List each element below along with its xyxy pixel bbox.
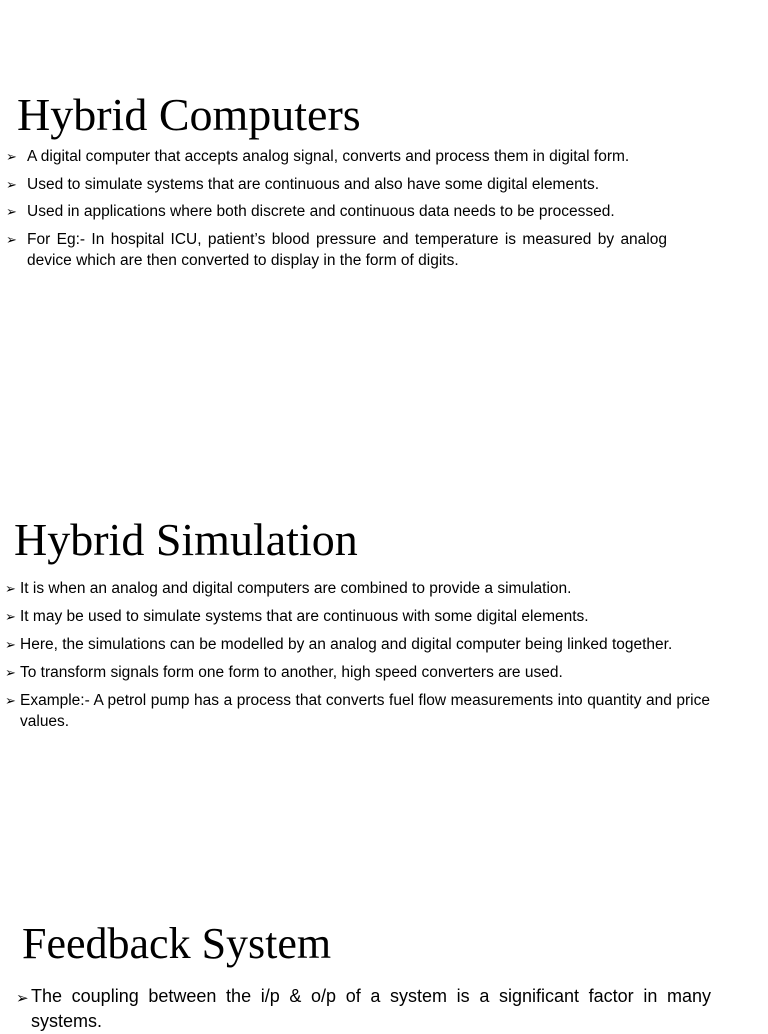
bullet-text: To transform signals form one form to another, high speed converters are used. (20, 664, 563, 681)
bullet-text: For Eg:- In hospital ICU, patient’s blood pressure and temperature is measured by analog device which are then converted to display in the form of digits. (27, 230, 667, 269)
bullet-list (5, 578, 710, 739)
arrow-bullet-icon: ➢ (5, 582, 16, 597)
slide-feedback-system (0, 919, 711, 1031)
bullet-text: Here, the simulations can be modelled by an analog and digital computer being linked together. (20, 636, 673, 653)
arrow-bullet-icon: ➢ (5, 666, 16, 681)
slide-title: Hybrid Computers (17, 89, 361, 140)
arrow-bullet-icon: ➢ (5, 610, 16, 625)
bullet-item (6, 174, 667, 196)
bullet-text: Used to simulate systems that are continuous and also have some digital elements. (27, 175, 600, 193)
bullet-text: Example:- A petrol pump has a process that converts fuel flow measurements into quantity and price values. (20, 692, 710, 730)
bullet-text: It may be used to simulate systems that are continuous with some digital elements. (20, 608, 589, 625)
arrow-bullet-icon: ➢ (5, 638, 16, 653)
bullet-item (16, 984, 711, 1034)
bullet-item (5, 634, 710, 655)
bullet-list (16, 984, 711, 1034)
slide-hybrid-simulation (0, 514, 710, 730)
bullet-item (6, 146, 667, 168)
bullet-item (6, 201, 667, 223)
arrow-bullet-icon: ➢ (6, 205, 17, 220)
slide-title: Feedback System (22, 919, 332, 968)
bullet-item (5, 578, 710, 599)
arrow-bullet-icon: ➢ (6, 232, 17, 248)
bullet-text: A digital computer that accepts analog signal, converts and process them in digital form. (27, 148, 630, 165)
slide-title: Hybrid Simulation (14, 514, 358, 565)
arrow-bullet-icon: ➢ (5, 694, 16, 709)
bullet-text: It is when an analog and digital computers are combined to provide a simulation. (20, 580, 572, 597)
bullet-item (5, 662, 710, 683)
arrow-bullet-icon: ➢ (16, 989, 29, 1007)
bullet-list (6, 146, 667, 278)
arrow-bullet-icon: ➢ (6, 177, 17, 193)
bullet-item (5, 690, 710, 732)
bullet-text: The coupling between the i/p & o/p of a system is a significant factor in many systems. (31, 986, 711, 1031)
arrow-bullet-icon: ➢ (6, 150, 17, 165)
slide-hybrid-computers (0, 89, 667, 269)
bullet-item (5, 606, 710, 627)
bullet-text: Used in applications where both discrete and continuous data needs to be processed. (27, 203, 615, 220)
bullet-item (6, 229, 667, 272)
